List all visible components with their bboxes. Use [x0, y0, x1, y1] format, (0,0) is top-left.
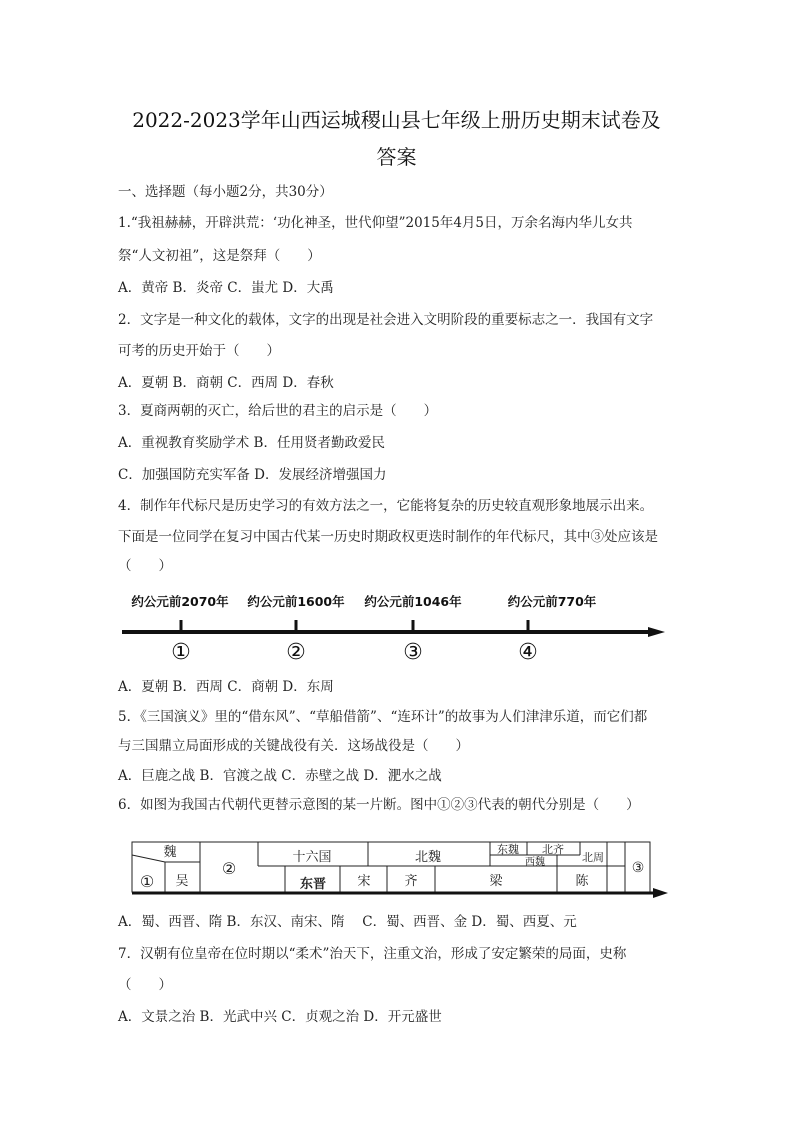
dynasty-label: 梁: [489, 874, 503, 889]
section-heading: 一、选择题（每小题2分，共30分）: [118, 184, 333, 200]
timeline-marker: ④: [518, 640, 538, 665]
q7-line1: 7．汉朝有位皇帝在位时期以“柔术”治天下，注重文治，形成了安定繁荣的局面，史称: [118, 946, 627, 962]
timeline-marker: ①: [171, 640, 191, 665]
q1-options: A．黄帝 B．炎帝 C．蚩尤 D．大禹: [118, 280, 334, 296]
q1-line2: 祭“人文初祖”，这是祭拜（ ）: [118, 248, 321, 264]
dynasty-label: 宋: [357, 874, 371, 889]
q3-options-2: C．加强国防充实军备 D．发展经济增强国力: [118, 467, 387, 483]
q3-options-1: A．重视教育奖励学术 B．任用贤者勤政爱民: [118, 435, 385, 451]
q1-line1: 1.“我祖赫赫，开辟洪荒：‘功化神圣，世代仰望”2015年4月5日，万余名海内华儿女共: [118, 215, 633, 231]
document-title-line2: 答案: [376, 145, 417, 169]
timeline-marker: ③: [403, 640, 423, 665]
q7-options: A．文景之治 B．光武中兴 C．贞观之治 D．开元盛世: [118, 1009, 442, 1025]
q7-line2: （ ）: [118, 977, 172, 993]
q6-options: A．蜀、西晋、隋 B．东汉、南宋、隋 C．蜀、西晋、金 D．蜀、西夏、元: [118, 914, 577, 930]
q2-line1: 2．文字是一种文化的载体，文字的出现是社会进入文明阶段的重要标志之一．我国有文字: [118, 312, 654, 328]
document-title-line1: 2022-2023学年山西运城稷山县七年级上册历史期末试卷及: [132, 108, 661, 132]
timeline-label: 约公元前1600年: [247, 594, 345, 609]
timeline-label: 约公元前770年: [507, 594, 597, 609]
dynasty-label: 北齐: [542, 843, 564, 856]
timeline-arrow: [648, 627, 665, 637]
q6-line1: 6．如图为我国古代朝代更替示意图的某一片断。图中①②③代表的朝代分别是（ ）: [118, 797, 640, 813]
dynasty-label: 西魏: [525, 857, 545, 868]
dynasty-label: ①: [139, 872, 155, 891]
dynasty-arrow: [653, 888, 668, 898]
q4-line2: 下面是一位同学在复习中国古代某一历史时期政权更迭时制作的年代标尺，其中③处应该是: [118, 529, 658, 545]
q4-options: A．夏朝 B．西周 C．商朝 D．东周: [118, 679, 334, 695]
dynasty-label: 北周: [582, 851, 604, 864]
q4-line3: （ ）: [118, 558, 172, 574]
q5-line1: 5．《三国演义》里的“借东风”、“草船借箭”、“连环计”的故事为人们津津乐道，而它们都: [118, 709, 648, 725]
dynasty-label: 东魏: [497, 843, 519, 856]
timeline-marker: ②: [286, 640, 306, 665]
dynasty-label: 十六国: [292, 850, 332, 865]
timeline-label: 约公元前1046年: [364, 594, 462, 609]
timeline-diagram: [120, 585, 670, 665]
dynasty-chart: [125, 835, 670, 900]
q4-line1: 4．制作年代标尺是历史学习的有效方法之一，它能将复杂的历史较直观形象地展示出来。: [118, 498, 654, 514]
q3-line1: 3．夏商两朝的灭亡，给后世的君主的启示是（ ）: [118, 403, 438, 419]
timeline-label: 约公元前2070年: [131, 594, 229, 609]
q2-line2: 可考的历史开始于（ ）: [118, 343, 280, 359]
dynasty-label: ③: [631, 860, 645, 876]
dynasty-label: 北魏: [414, 850, 442, 865]
q5-line2: 与三国鼎立局面形成的关键战役有关．这场战役是（ ）: [118, 738, 469, 754]
q5-options: A．巨鹿之战 B．官渡之战 C．赤壁之战 D．淝水之战: [118, 768, 442, 784]
dynasty-label: 齐: [404, 874, 418, 889]
dynasty-label: 陈: [575, 874, 589, 889]
dynasty-label: ②: [221, 859, 237, 878]
dynasty-label: 东晋: [299, 877, 327, 892]
dynasty-label: 吴: [175, 874, 189, 889]
q2-options: A．夏朝 B．商朝 C．西周 D．春秋: [118, 375, 334, 391]
dynasty-label: 魏: [163, 845, 177, 860]
